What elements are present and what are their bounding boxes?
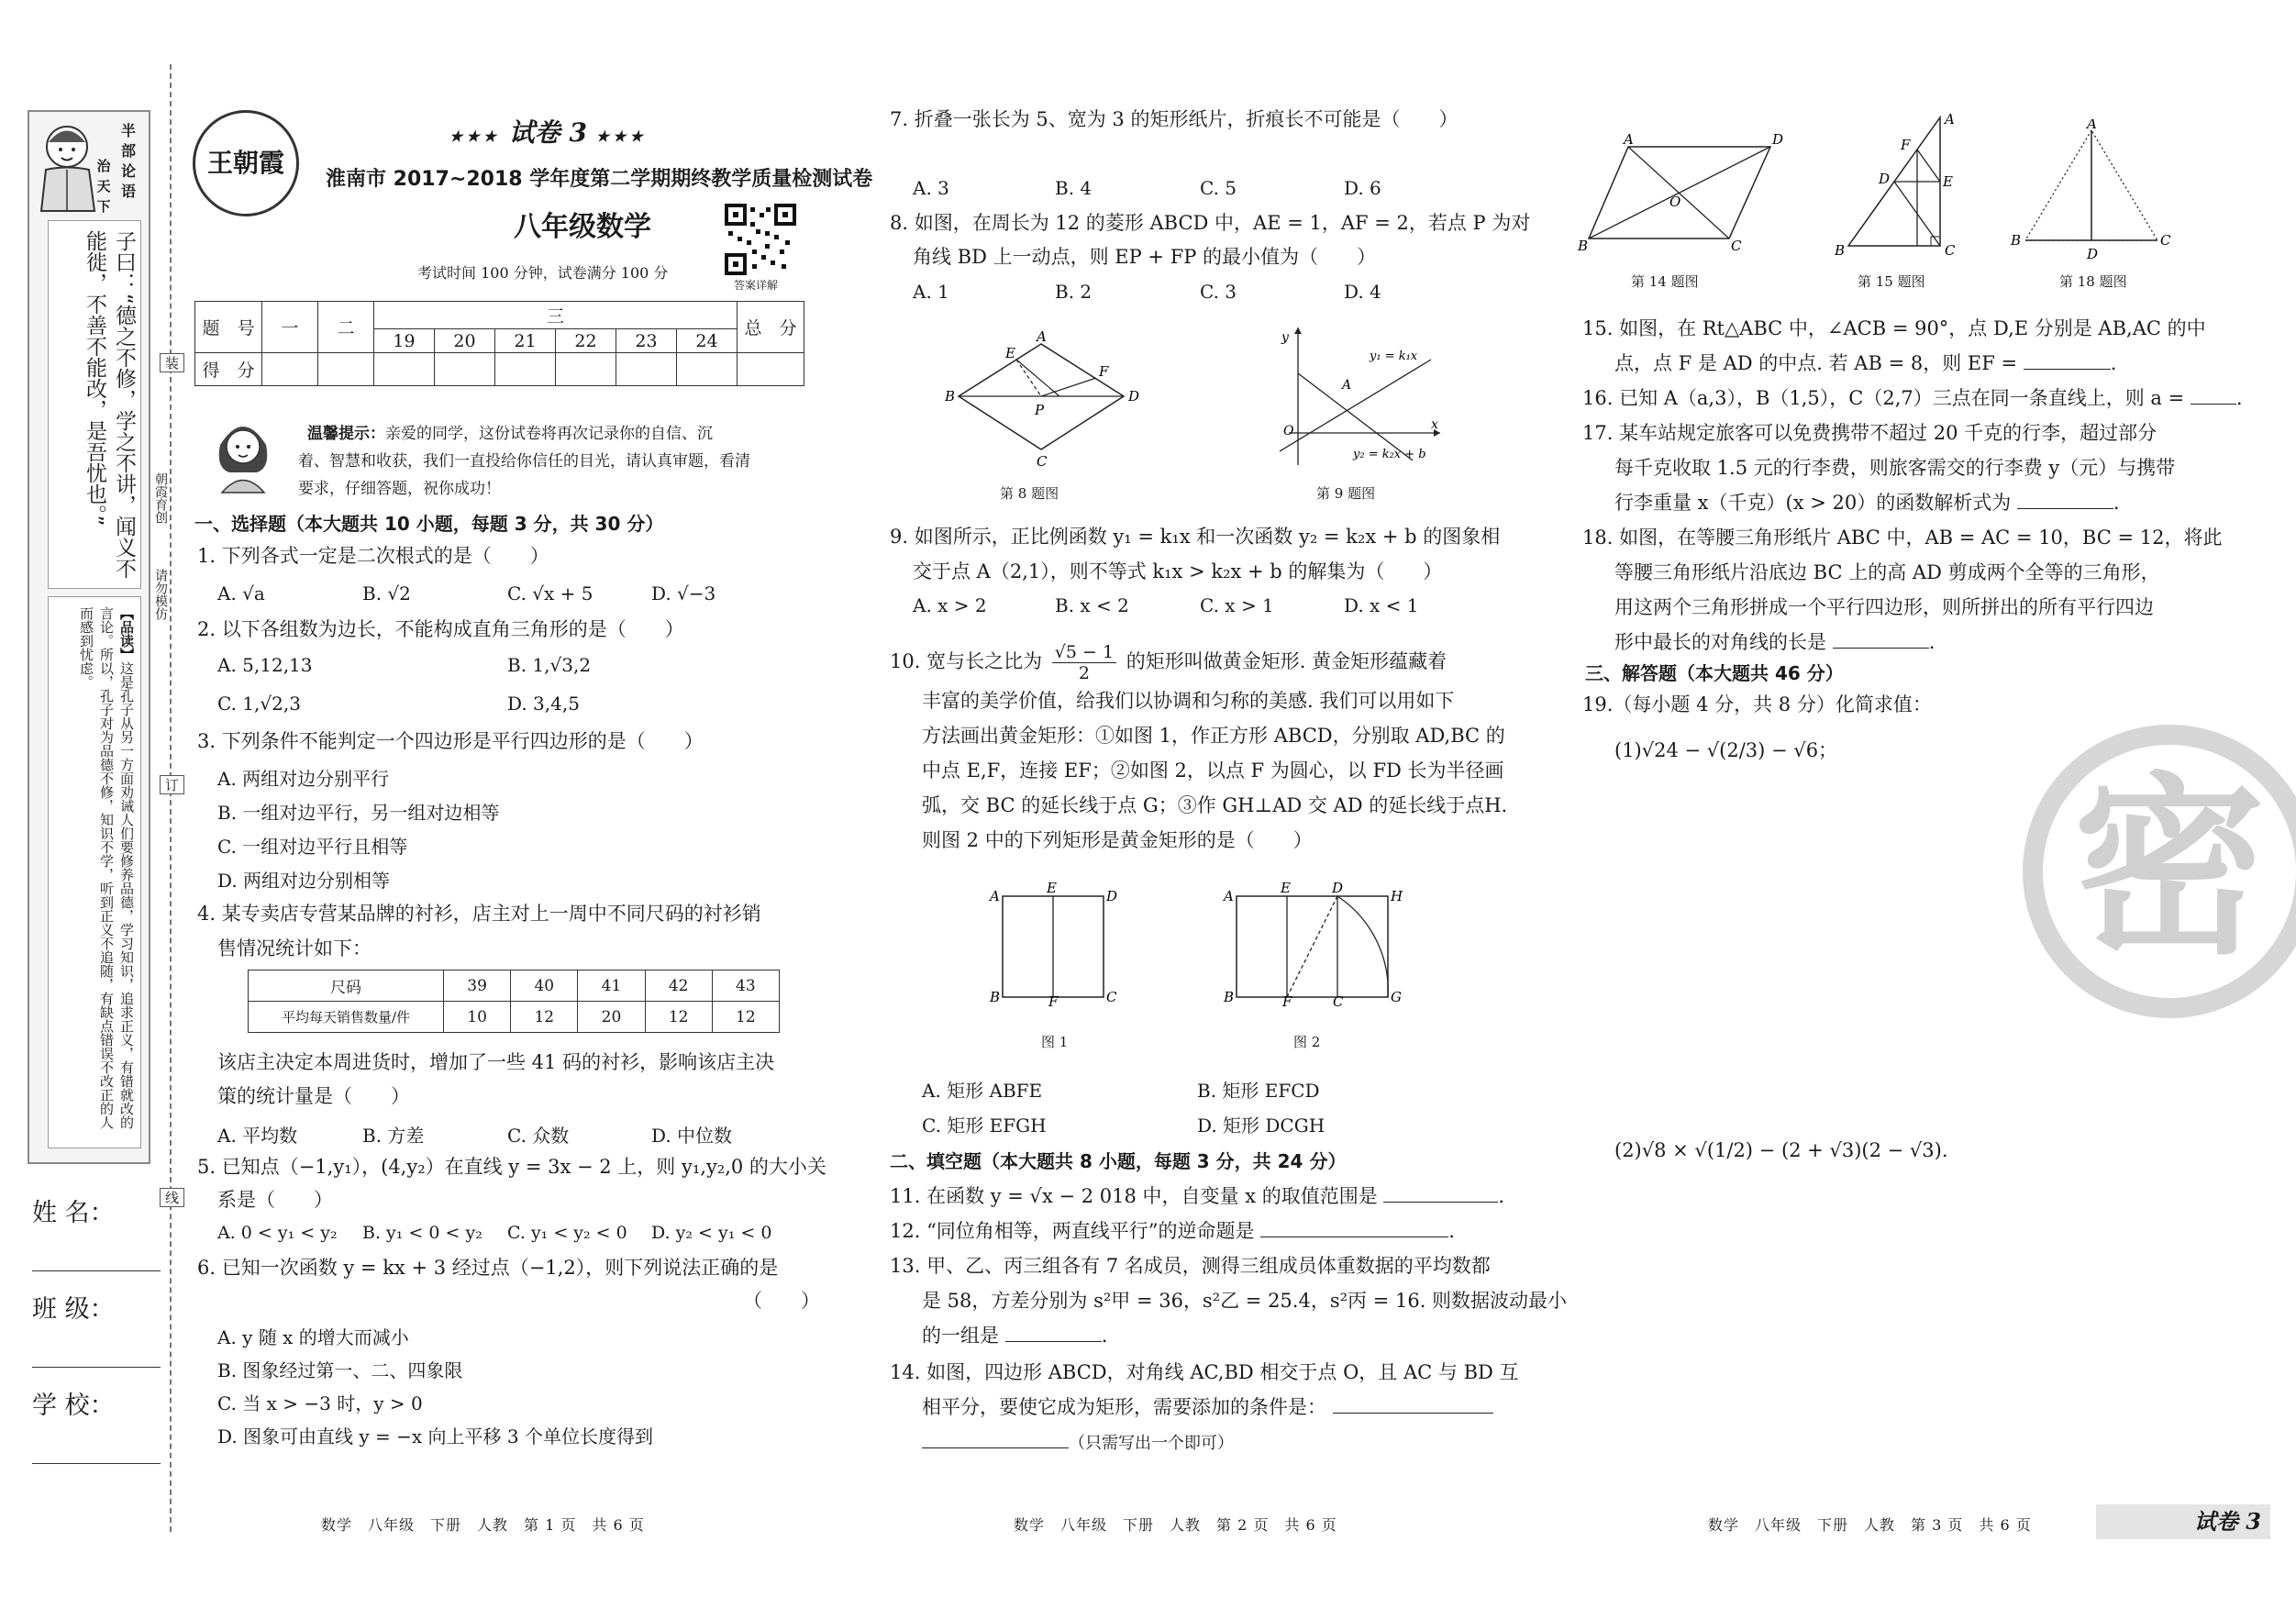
q1-option[interactable]: A. √a	[217, 582, 265, 604]
q10-option[interactable]: D. 矩形 DCGH	[1197, 1115, 1325, 1137]
q18-answer-blank[interactable]	[1833, 648, 1929, 649]
question-2: 2. 以下各组数为边长，不能构成直角三角形的是（ ）	[197, 618, 684, 640]
fig9-label: O	[1283, 424, 1294, 438]
motto-char: 半	[120, 122, 136, 139]
q5-option[interactable]: B. y₁ < 0 < y₂	[362, 1223, 482, 1243]
class-label: 班 级：	[32, 1295, 115, 1324]
q3-option[interactable]: A. 两组对边分别平行	[217, 768, 390, 790]
fig8-label: C	[1037, 453, 1048, 468]
binding-line	[170, 64, 172, 1532]
q16-text: 16. 已知 A（a,3），B（1,5），C（2,7）三点在同一条直线上，则 a =	[1582, 387, 2185, 409]
name-field[interactable]	[32, 1192, 161, 1271]
score-row-label: 得 分	[195, 353, 262, 386]
table-cell: 43	[712, 970, 779, 1002]
q12-text: 12. “同位角相等，两直线平行”的逆命题是	[890, 1220, 1255, 1242]
fig10-label: F	[1282, 993, 1292, 1006]
subject-title: 八年级数学	[514, 211, 651, 243]
q18-text: 形中最长的对角线的长是	[1614, 631, 1826, 653]
q17-text: 行李重量 x（千克）(x > 20）的函数解析式为	[1614, 492, 2012, 514]
question-4-cont: 售情况统计如下：	[217, 937, 372, 959]
q14-note: （只需写出一个即可）	[1069, 1434, 1234, 1453]
q10-option[interactable]: B. 矩形 EFCD	[1197, 1080, 1320, 1102]
star-deco: ★★★	[595, 128, 647, 145]
q5-option[interactable]: A. 0 < y₁ < y₂	[217, 1223, 338, 1243]
q13-answer-blank[interactable]	[1005, 1341, 1102, 1342]
figure-10-1-caption: 图 1	[1041, 1034, 1069, 1050]
page-footer-3: 数学 八年级 下册 人教 第 3 页 共 6 页	[1708, 1516, 2032, 1534]
watermark-text: 密	[2072, 756, 2266, 981]
qr-code[interactable]	[725, 204, 796, 275]
tips-text: 亲爱的同学，这份试卷将再次记录你的自信、沉	[385, 425, 713, 443]
binding-mark: 线	[160, 1188, 184, 1207]
score-header-cell: 二	[318, 302, 374, 353]
corner-tag-text: 试卷 3	[2193, 1508, 2261, 1535]
q14-text: 相平分，要使它成为矩形，需要添加的条件是：	[922, 1396, 1326, 1418]
figure-9	[1261, 323, 1445, 470]
fig18-label: C	[2160, 232, 2171, 249]
q2-option[interactable]: A. 5,12,13	[217, 654, 313, 676]
question-14-cont	[922, 1391, 1493, 1424]
fig18-label: D	[2087, 246, 2099, 261]
q2-option[interactable]: C. 1,√2,3	[217, 693, 301, 715]
question-19-part-1: (1)√24 − √(2/3) − √6；	[1614, 739, 1838, 761]
figure-14	[1578, 133, 1784, 252]
score-sub-cell: 24	[677, 329, 738, 353]
q15-answer-blank[interactable]	[2024, 369, 2111, 370]
question-14-cont	[922, 1425, 1234, 1460]
q3-option[interactable]: B. 一组对边平行，另一组对边相等	[217, 802, 500, 824]
figure-10-2-caption: 图 2	[1293, 1034, 1321, 1050]
fraction-numerator: √5 − 1	[1052, 642, 1116, 663]
fig10-label: F	[1048, 993, 1059, 1006]
fig18-label: A	[2087, 119, 2097, 132]
fig15-label: F	[1901, 137, 1911, 153]
figure-10-2	[1220, 882, 1403, 1006]
question-10	[890, 642, 1447, 683]
fig10-label: D	[1106, 888, 1118, 904]
score-input-cell[interactable]	[556, 353, 616, 386]
motto-column	[115, 121, 142, 202]
q6-option[interactable]: C. 当 x > −3 时，y > 0	[217, 1392, 423, 1414]
fig15-label: D	[1879, 171, 1891, 187]
score-header-label: 题 号	[195, 302, 262, 353]
score-sub-cell: 21	[495, 329, 556, 353]
table-header: 平均每天销售数量/件	[249, 1002, 444, 1033]
q15-text: 点，点 F 是 AD 的中点. 若 AB = 8，则 EF =	[1614, 352, 2018, 374]
fig10-label: B	[1224, 989, 1235, 1005]
teacher-illustration	[202, 408, 284, 495]
tips-label: 温馨提示：	[307, 425, 385, 443]
q9-option[interactable]: D. x < 1	[1344, 594, 1419, 616]
question-10-line: 中点 E,F，连接 EF；②如图 2，以点 F 为圆心，以 FD 长为半径画	[922, 760, 1504, 782]
fig10-label: D	[1332, 882, 1344, 896]
q13-end: .	[1101, 1325, 1108, 1347]
fig10-label: C	[1106, 989, 1117, 1005]
fig8-label: A	[1037, 330, 1047, 345]
q6-option[interactable]: A. y 随 x 的增大而减小	[217, 1326, 409, 1348]
q5-option[interactable]: C. y₁ < y₂ < 0	[507, 1223, 627, 1243]
fig8-label: F	[1099, 363, 1109, 380]
question-17-cont: 每千克收取 1.5 元的行李费，则旅客需交的行李费 y（元）与携带	[1614, 457, 2176, 479]
question-18: 18. 如图，在等腰三角形纸片 ABC 中，AB = AC = 10，BC = 12，将此	[1582, 527, 2223, 549]
q2-option[interactable]: D. 3,4,5	[507, 693, 580, 715]
fig14-label: B	[1578, 238, 1589, 252]
reading-text	[76, 606, 137, 1138]
table-cell: 39	[444, 970, 511, 1002]
question-15: 15. 如图，在 Rt△ABC 中，∠ACB = 90°，点 D,E 分别是 AB,AC 的中	[1582, 317, 2206, 339]
question-10-line: 丰富的美学价值，给我们以协调和匀称的美感. 我们可以用如下	[922, 690, 1455, 712]
table-cell: 12	[645, 1002, 712, 1033]
fig15-label: A	[1945, 111, 1955, 128]
fig10-label: A	[990, 888, 1000, 904]
exam-info: 考试时间 100 分钟，试卷满分 100 分	[417, 264, 669, 282]
question-18-cont: 用这两个三角形拼成一个平行四边形，则所拼出的所有平行四边	[1614, 596, 2154, 618]
page-footer-1: 数学 八年级 下册 人教 第 1 页 共 6 页	[321, 1516, 645, 1534]
sidebar	[28, 110, 151, 1165]
fig10-label: G	[1391, 989, 1402, 1005]
binding-mark: 装	[160, 353, 184, 372]
score-sub-cell: 23	[616, 329, 677, 353]
q10-post: 的矩形叫做黄金矩形. 黄金矩形蕴藏着	[1126, 650, 1447, 672]
figure-15	[1835, 110, 1963, 257]
figure-18-caption: 第 18 题图	[2059, 273, 2127, 290]
reading-body: 这是孔子从另一方面劝诫人们要修养品德，学习知识，追求正义，有错就改的言论。所以，孔子对为品德不修，知识不学，听到正义不追随，有缺点错误不改正的人而感到忧虑。	[78, 606, 135, 1129]
reading-box	[48, 596, 141, 1148]
q7-option[interactable]: D. 6	[1344, 177, 1381, 199]
score-table	[194, 301, 804, 386]
fig10-label: C	[1333, 993, 1344, 1006]
question-14: 14. 如图，四边形 ABCD，对角线 AC,BD 相交于点 O，且 AC 与 BD 互	[890, 1361, 1519, 1383]
motto-char: 下	[96, 198, 111, 215]
q11-end: .	[1498, 1185, 1505, 1207]
question-13-cont	[922, 1319, 1107, 1352]
motto-char: 天	[96, 178, 111, 194]
table-cell: 12	[511, 1002, 578, 1033]
question-1: 1. 下列各式一定是二次根式的是（ ）	[197, 545, 549, 567]
question-10-line: 则图 2 中的下列矩形是黄金矩形的是（ ）	[922, 829, 1313, 851]
q4-option[interactable]: D. 中位数	[651, 1125, 733, 1147]
question-4-after: 该店主决定本周进货时，增加了一些 41 码的衬衫，影响该店主决	[217, 1051, 775, 1073]
fig18-label: B	[2011, 232, 2022, 249]
motto-char: 语	[120, 183, 136, 200]
q4-option[interactable]: A. 平均数	[217, 1125, 298, 1147]
question-13: 13. 甲、乙、丙三组各有 7 名成员，测得三组成员体重数据的平均数都	[890, 1255, 1491, 1277]
table-cell: 20	[578, 1002, 645, 1033]
fig8-label: B	[945, 388, 956, 405]
motto-char: 部	[120, 142, 136, 160]
score-sub-cell: 19	[374, 329, 435, 353]
score-header-total: 总 分	[738, 302, 804, 353]
question-11	[890, 1180, 1504, 1213]
question-18-cont: 等腰三角形纸片沿底边 BC 上的高 AD 剪成两个全等的三角形，	[1614, 561, 2160, 583]
fig14-label: D	[1772, 133, 1784, 148]
q6-option[interactable]: D. 图象可由直线 y = −x 向上平移 3 个单位长度得到	[217, 1425, 653, 1447]
score-input-cell[interactable]	[262, 353, 318, 386]
tips-line-3: 要求，仔细答题，祝你成功！	[298, 480, 501, 498]
score-input-cell[interactable]	[435, 353, 495, 386]
q3-option[interactable]: C. 一组对边平行且相等	[217, 836, 408, 858]
figure-10-1	[986, 882, 1124, 1006]
q12-end: .	[1448, 1220, 1455, 1242]
table-cell: 12	[712, 1002, 779, 1033]
fig9-label: y₂ = k₂x + b	[1353, 448, 1426, 461]
question-18-cont	[1614, 626, 1935, 659]
question-15-cont	[1614, 347, 2116, 380]
question-19-part-2: (2)√8 × √(1/2) − (2 + √3)(2 − √3).	[1614, 1139, 1948, 1161]
side-note: 请勿模仿	[153, 569, 168, 620]
confucius-quote: 子曰：“德之不修，学之不讲，闻义不能徙，不善不能改，是吾忧也。”	[83, 230, 136, 579]
question-5: 5. 已知点（−1,y₁），(4,y₂）在直线 y = 3x − 2 上，则 y₁,y₂,0 的大小关	[197, 1156, 826, 1178]
score-header-cell: 三	[374, 302, 738, 329]
fig15-label: C	[1945, 242, 1956, 257]
table-cell: 42	[645, 970, 712, 1002]
question-8: 8. 如图，在周长为 12 的菱形 ABCD 中，AE = 1，AF = 2，若点 P 为对	[890, 212, 1531, 234]
q2-option[interactable]: B. 1,√3,2	[507, 654, 592, 676]
q11-answer-blank[interactable]	[1383, 1202, 1498, 1203]
fig10-label: H	[1391, 888, 1403, 904]
score-input-cell[interactable]	[374, 353, 435, 386]
question-17: 17. 某车站规定旅客可以免费携带不超过 20 千克的行李，超过部分	[1582, 422, 2157, 444]
section-2-heading: 二、填空题（本大题共 8 小题，每题 3 分，共 24 分）	[890, 1150, 1347, 1172]
shirt-sales-table	[248, 970, 780, 1033]
q13-text: 的一组是	[922, 1325, 999, 1347]
figure-18	[2009, 119, 2174, 261]
corner-tag	[2096, 1504, 2270, 1539]
section-1-heading: 一、选择题（本大题共 10 小题，每题 3 分，共 30 分）	[194, 513, 664, 535]
q5-option[interactable]: D. y₂ < y₁ < 0	[651, 1223, 772, 1243]
score-input-cell[interactable]	[677, 353, 738, 386]
q4-option[interactable]: C. 众数	[507, 1125, 570, 1147]
table-cell: 10	[444, 1002, 511, 1033]
fig8-label: E	[1005, 345, 1015, 361]
question-6: 6. 已知一次函数 y = kx + 3 经过点（−1,2），则下列说法正确的是	[197, 1257, 779, 1279]
question-19: 19.（每小题 4 分，共 8 分）化简求值：	[1582, 693, 1932, 715]
fig10-label: E	[1281, 882, 1291, 896]
name-label: 姓 名：	[32, 1199, 115, 1227]
exam-title: 淮南市 2017~2018 学年度第二学期期终教学质量检测试卷	[326, 168, 873, 191]
table-header: 尺码	[249, 970, 444, 1002]
q9-option[interactable]: A. x > 2	[913, 594, 987, 616]
question-8-cont: 角线 BD 上一动点，则 EP + FP 的最小值为（ ）	[913, 246, 1377, 268]
table-cell: 41	[578, 970, 645, 1002]
q18-end: .	[1928, 631, 1936, 653]
question-5-cont: 系是（ ）	[217, 1189, 333, 1211]
motto-column-2	[94, 156, 114, 216]
fig10-label: B	[990, 989, 1001, 1005]
fig15-label: B	[1835, 242, 1846, 257]
q8-option[interactable]: D. 4	[1344, 281, 1381, 303]
q7-option[interactable]: A. 3	[913, 177, 949, 199]
class-field[interactable]	[32, 1289, 161, 1368]
q17-end: .	[2113, 492, 2120, 514]
motto-char: 论	[120, 162, 136, 180]
q11-text: 11. 在函数 y = √x − 2 018 中，自变量 x 的取值范围是	[890, 1185, 1378, 1207]
paper-number	[449, 113, 647, 150]
qr-caption: 答案详解	[734, 279, 779, 292]
brand-logo	[193, 110, 299, 216]
q3-option[interactable]: D. 两组对边分别相等	[217, 870, 391, 892]
paper-number-text: 试卷 3	[508, 117, 588, 148]
q7-option[interactable]: B. 4	[1055, 177, 1093, 199]
score-sub-cell: 22	[556, 329, 616, 353]
q10-pre: 10. 宽与长之比为	[890, 650, 1043, 672]
question-4-after: 策的统计量是（ ）	[217, 1085, 410, 1107]
q4-option[interactable]: B. 方差	[362, 1125, 425, 1147]
question-9-cont: 交于点 A（2,1），则不等式 k₁x > k₂x + b 的解集为（ ）	[913, 560, 1443, 582]
q8-option[interactable]: B. 2	[1055, 281, 1093, 303]
figure-8-caption: 第 8 题图	[1000, 485, 1059, 502]
q6-option[interactable]: B. 图象经过第一、二、四象限	[217, 1359, 463, 1381]
q15-end: .	[2110, 352, 2117, 374]
q7-option[interactable]: C. 5	[1200, 177, 1237, 199]
page-footer-2: 数学 八年级 下册 人教 第 2 页 共 6 页	[1014, 1516, 1337, 1534]
brand-text: 王朝霞	[206, 148, 284, 178]
question-10-line: 弧，交 BC 的延长线于点 G；③作 GH⊥AD 交 AD 的延长线于点H.	[922, 794, 1508, 816]
golden-ratio-fraction	[1052, 642, 1116, 683]
school-label: 学 校：	[32, 1392, 115, 1420]
question-17-cont	[1614, 486, 2120, 519]
q14-answer-blank-2[interactable]	[922, 1447, 1069, 1448]
score-input-cell[interactable]	[318, 353, 374, 386]
figure-15-caption: 第 15 题图	[1858, 273, 1925, 290]
question-12	[890, 1214, 1455, 1248]
figure-14-caption: 第 14 题图	[1631, 273, 1699, 290]
score-sub-cell: 20	[435, 329, 495, 353]
question-3: 3. 下列条件不能判定一个四边形是平行四边形的是（ ）	[197, 730, 704, 752]
q10-option[interactable]: A. 矩形 ABFE	[922, 1080, 1043, 1102]
school-field[interactable]	[32, 1385, 161, 1464]
fig14-label: C	[1731, 238, 1742, 252]
fig8-label: P	[1035, 402, 1045, 418]
fig14-label: O	[1669, 194, 1681, 210]
question-10-line: 方法画出黄金矩形：①如图 1，作正方形 ABCD，分别取 AD,BC 的	[922, 725, 1505, 747]
question-13-cont: 是 58，方差分别为 s²甲 = 36，s²乙 = 25.4，s²丙 = 16. 则数据波动最小	[922, 1290, 1568, 1312]
fig15-label: E	[1943, 173, 1953, 190]
score-input-cell[interactable]	[738, 353, 804, 386]
q14-answer-blank[interactable]	[1333, 1413, 1493, 1414]
secret-watermark	[2023, 725, 2296, 1018]
q16-end: .	[2235, 387, 2243, 409]
binding-mark: 订	[160, 775, 184, 794]
fraction-denominator: 2	[1078, 663, 1090, 683]
q9-option[interactable]: C. x > 1	[1200, 594, 1274, 616]
score-header-cell: 一	[262, 302, 318, 353]
quote-box	[48, 220, 141, 589]
q16-answer-blank[interactable]	[2191, 404, 2236, 405]
fig10-label: A	[1224, 888, 1234, 904]
q1-option[interactable]: C. √x + 5	[507, 582, 593, 604]
tips-line-2: 着、智慧和收获，我们一直投给你信任的目光，请认真审题，看清	[298, 452, 750, 471]
score-input-cell[interactable]	[616, 353, 677, 386]
motto-char: 治	[96, 158, 111, 174]
q10-option[interactable]: C. 矩形 EFGH	[922, 1115, 1047, 1137]
fig9-label: A	[1342, 378, 1352, 393]
question-16	[1582, 382, 2243, 415]
fig14-label: A	[1624, 133, 1634, 148]
fig9-label: y	[1281, 330, 1289, 345]
question-7: 7. 折叠一张长为 5、宽为 3 的矩形纸片，折痕长不可能是（ ）	[890, 108, 1459, 130]
side-note: 朝霞育创	[153, 472, 168, 524]
fig9-label: y₁ = k₁x	[1370, 349, 1418, 363]
fig9-label: x	[1431, 417, 1438, 432]
q8-option[interactable]: A. 1	[913, 281, 949, 303]
question-9: 9. 如图所示，正比例函数 y₁ = k₁x 和一次函数 y₂ = k₂x + b 的图象相	[890, 526, 1501, 548]
reading-label: 【品读】	[118, 606, 135, 661]
section-3-heading: 三、解答题（本大题共 46 分）	[1585, 662, 1844, 684]
q9-option[interactable]: B. x < 2	[1055, 594, 1129, 616]
star-deco: ★★★	[449, 128, 501, 145]
table-cell: 40	[511, 970, 578, 1002]
tips-line-1	[307, 420, 713, 443]
fig8-label: D	[1128, 388, 1140, 405]
q6-answer-paren[interactable]: （ ）	[743, 1290, 820, 1312]
q1-option[interactable]: D. √−3	[651, 582, 716, 604]
score-input-cell[interactable]	[495, 353, 556, 386]
figure-9-caption: 第 9 题图	[1316, 485, 1376, 502]
q8-option[interactable]: C. 3	[1200, 281, 1237, 303]
question-4: 4. 某专卖店专营某品牌的衬衫，店主对上一周中不同尺码的衬衫销	[197, 903, 761, 925]
figure-8	[945, 330, 1147, 468]
q17-answer-blank[interactable]	[2017, 508, 2113, 509]
q1-option[interactable]: B. √2	[362, 582, 411, 604]
fig10-label: E	[1047, 882, 1057, 896]
